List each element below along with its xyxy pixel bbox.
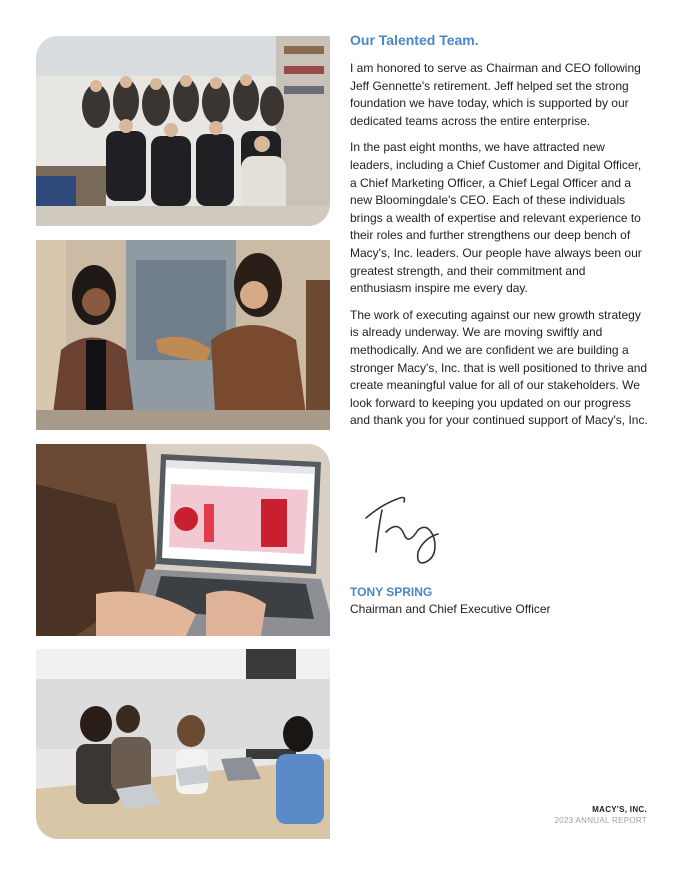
office-meeting-photo xyxy=(36,649,330,839)
signer-name: TONY SPRING xyxy=(350,585,433,599)
page-footer xyxy=(554,804,647,826)
footer-report-title: 2023 ANNUAL REPORT xyxy=(554,816,647,825)
letter-paragraph: The work of executing against our new growth strategy is already underway. We are moving swiftly and methodically. And we are confident we are building a stronger Macy's, Inc. that is well positioned to thrive and create meaningful value for all of our stakeholders. We look forward to keeping you updated on our progress and thank you for your continued support of Macy's, Inc. xyxy=(350,307,648,428)
letter-paragraph: In the past eight months, we have attracted new leaders, including a Chief Customer and Digital Officer, a Chief Marketing Officer, a Chief Legal Officer and a new Bloomingdale's CEO. Each of these individuals brings a wealth of expertise and relevant experience to their roles and further strengthens our deep bench of Macy's, Inc. leaders. Our people have always been our greatest strength, and their commitment and enthusiasm inspire me every day. xyxy=(350,140,642,296)
team-group-photo xyxy=(36,36,330,226)
signature-image xyxy=(352,490,452,574)
letter-text-column xyxy=(350,32,650,439)
section-heading: Our Talented Team. xyxy=(350,32,479,48)
footer-company: MACY'S, INC. xyxy=(592,805,647,814)
letter-paragraph: I am honored to serve as Chairman and CEO following Jeff Gennette's retirement. Jeff helped set the strong foundation we have today, which is supported by our dedicated teams across the entire enterprise. xyxy=(350,61,641,128)
signer-title: Chairman and Chief Executive Officer xyxy=(350,602,551,616)
laptop-macys-website-photo xyxy=(36,444,330,636)
store-associates-shoe-photo xyxy=(36,240,330,430)
